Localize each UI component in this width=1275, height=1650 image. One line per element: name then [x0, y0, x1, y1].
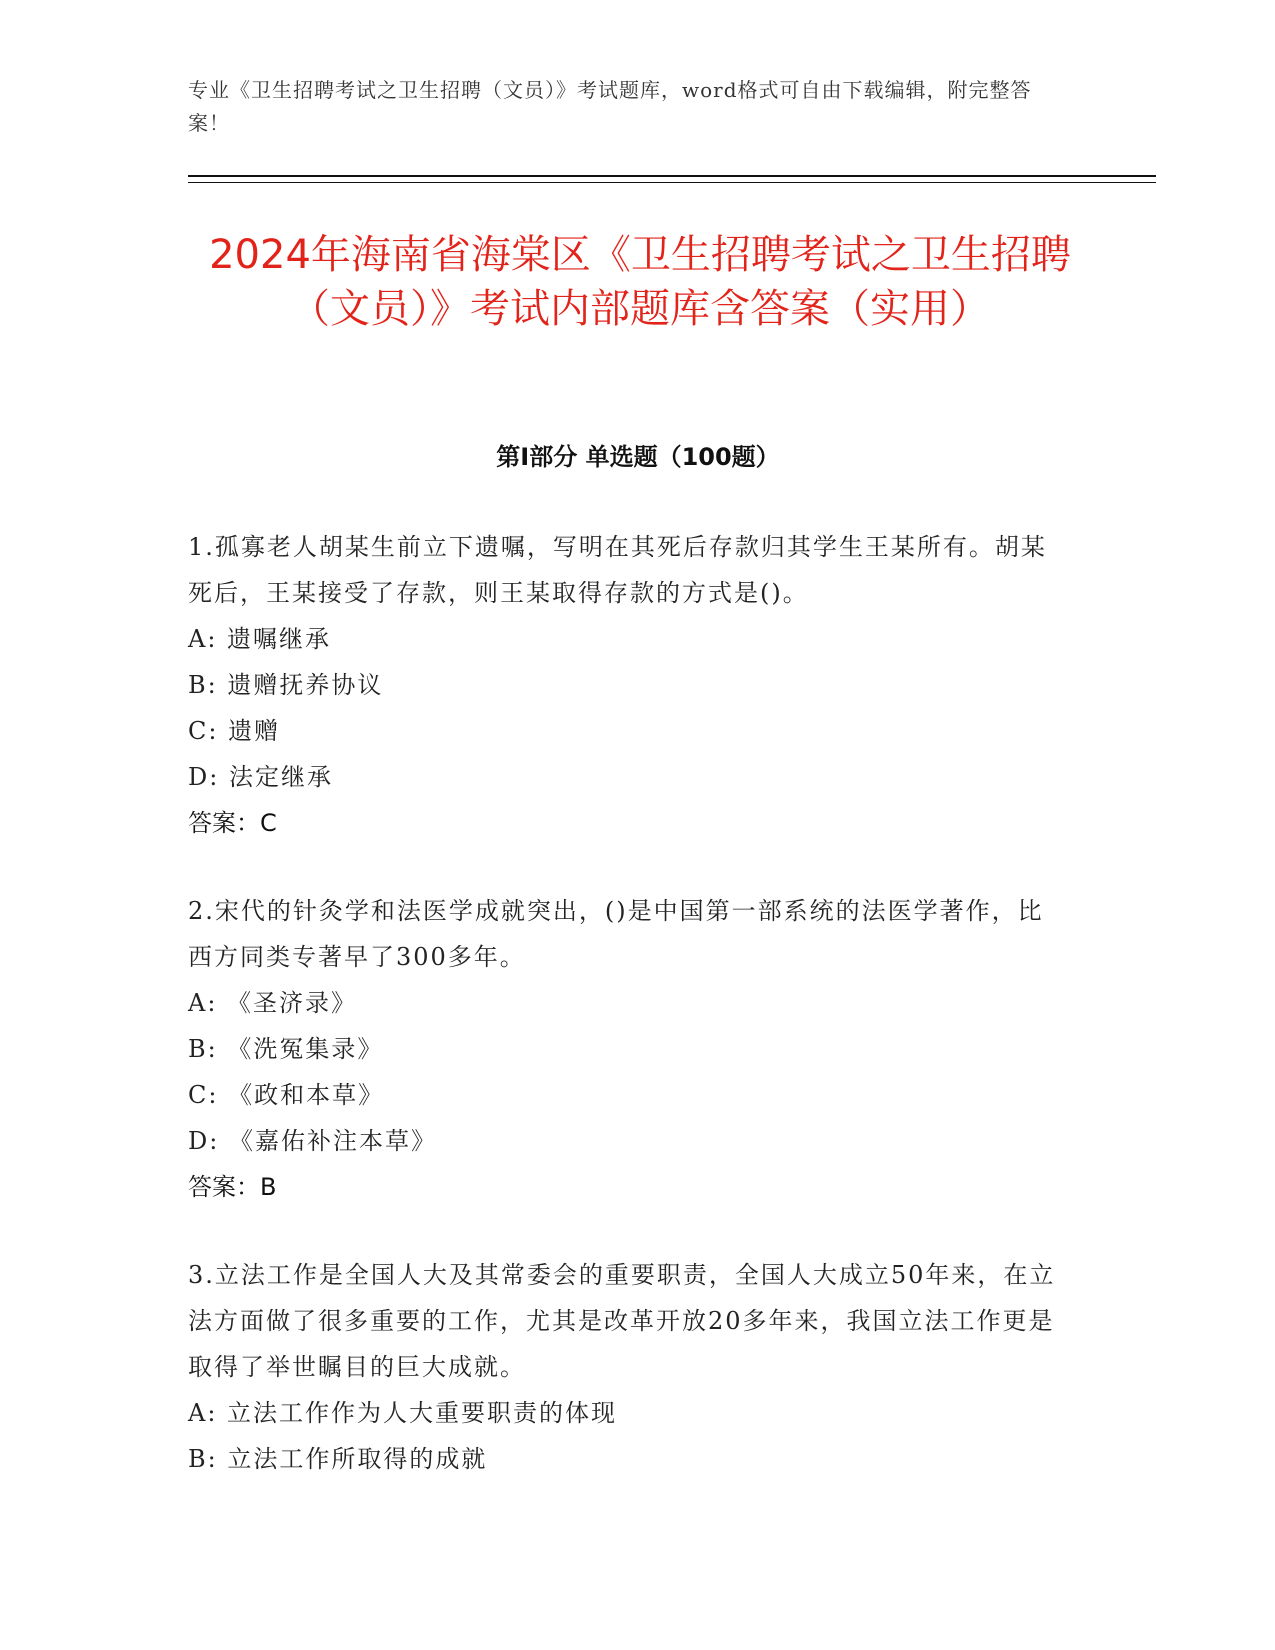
- question-list: [188, 524, 1068, 1524]
- question-3: [188, 1252, 1068, 1482]
- answer: 答案：B: [188, 1173, 277, 1201]
- header-note: 专业《卫生招聘考试之卫生招聘（文员）》考试题库，word格式可自由下载编辑，附完整答案！: [188, 78, 1032, 135]
- question-stem: 1.孤寡老人胡某生前立下遗嘱，写明在其死后存款归其学生王某所有。胡某死后，王某接受了存款，则王某取得存款的方式是()。: [188, 533, 1047, 607]
- header-divider-thin: [188, 182, 1156, 183]
- question-stem: 3.立法工作是全国人大及其常委会的重要职责，全国人大成立50年来，在立法方面做了很多重要的工作，尤其是改革开放20多年来，我国立法工作更是取得了举世瞩目的巨大成就。: [188, 1261, 1056, 1381]
- option-c: C: 《政和本草》: [188, 1081, 385, 1109]
- option-c: C: 遗赠: [188, 717, 281, 745]
- question-1: [188, 524, 1068, 846]
- option-b: B: 立法工作所取得的成就: [188, 1445, 488, 1473]
- option-b: B: 遗赠抚养协议: [188, 671, 384, 699]
- option-b: B: 《洗冤集录》: [188, 1035, 384, 1063]
- option-a: A: 立法工作作为人大重要职责的体现: [188, 1399, 618, 1427]
- option-d: D: 法定继承: [188, 763, 333, 791]
- answer: 答案：C: [188, 809, 277, 837]
- header-divider: [188, 175, 1156, 177]
- question-stem: 2.宋代的针灸学和法医学成就突出，()是中国第一部系统的法医学著作，比西方同类专著早了300多年。: [188, 897, 1044, 971]
- option-a: A: 《圣济录》: [188, 989, 358, 1017]
- option-a: A: 遗嘱继承: [188, 625, 332, 653]
- option-d: D: 《嘉佑补注本草》: [188, 1127, 437, 1155]
- section-title: 第I部分 单选题（100题）: [496, 443, 780, 471]
- question-2: [188, 888, 1068, 1210]
- document-title: 2024年海南省海棠区《卫生招聘考试之卫生招聘（文员）》考试内部题库含答案（实用）: [209, 232, 1071, 332]
